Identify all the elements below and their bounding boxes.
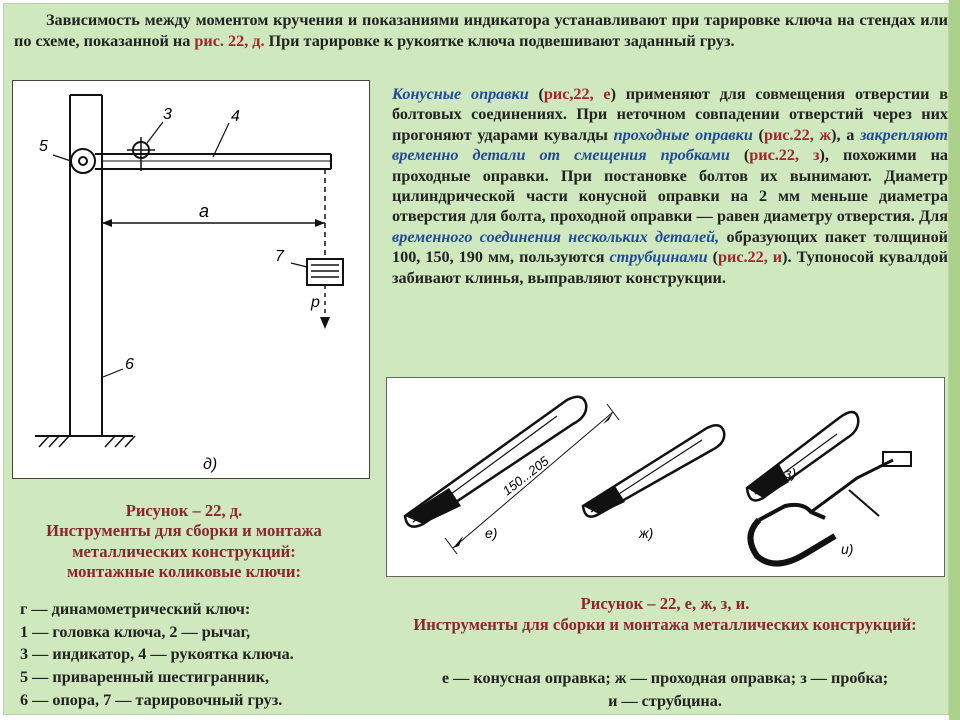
legend-item: г — динамометрический ключ:: [20, 600, 251, 618]
intro-paragraph: Зависимость между моментом кручения и показаниями индикатора устанавливают при тарировке ключа на стендах или по схеме, показанной на рис. 22, д. При тарировке к рукоятке ключа подвешивают заданный груз.: [14, 11, 948, 50]
figure-22d-torque-wrench-scheme: [12, 80, 370, 479]
figure-22e-legend: е — конусная оправка; ж — проходная оправка; з — пробка; и — струбцина.: [441, 669, 889, 710]
label-3: 3: [163, 106, 172, 123]
label-5: 5: [39, 138, 48, 155]
term-temporary-joint: временного соединения нескольких деталей,: [392, 227, 720, 246]
label-i: и): [841, 541, 854, 557]
label-a: a: [199, 201, 210, 221]
legend-item: 5 — приваренный шестигранник,: [20, 668, 270, 687]
dimension-label: 150...205: [499, 453, 552, 499]
label-7: 7: [275, 248, 284, 265]
label-6: 6: [125, 356, 134, 373]
legend-item: 1 — головка ключа, 2 — рычаг,: [20, 622, 251, 641]
label-p: p: [311, 294, 320, 311]
content-panel: [3, 3, 949, 715]
label-e: е): [485, 525, 498, 541]
label-z: з): [785, 465, 797, 481]
figure-ref-22d: рис. 22, д.: [194, 31, 265, 50]
tools-drawing: [387, 378, 944, 576]
side-accent-bar: [949, 0, 960, 720]
figure-22e-caption: Рисунок – 22, е, ж, з, и. Инструменты для сборки и монтажа металлических конструкций:: [413, 594, 917, 634]
figure-22e-tools: [386, 377, 945, 577]
term-conical-mandrels: Конусные оправки: [392, 85, 529, 103]
term-plugs: закрепляют временно детали от смещения пробками: [392, 125, 949, 165]
label-4: 4: [231, 108, 240, 125]
figure-22d-caption: Рисунок – 22, д. Инструменты для сборки и монтажа металлических конструкций: монтажные коликовые ключи:: [46, 501, 322, 581]
legend-item: 6 — опора, 7 — тарировочный груз.: [20, 690, 283, 709]
torque-wrench-drawing: [13, 81, 369, 478]
label-zh: ж): [639, 525, 654, 541]
term-through-mandrels: проходные оправки: [613, 125, 753, 144]
label-d: д): [203, 456, 218, 473]
legend-item: 3 — индикатор, 4 — рукоятка ключа.: [20, 645, 294, 664]
figure-22d-legend: [20, 598, 370, 712]
mandrels-paragraph: Конусные оправки (рис,22, е) применяют для совмещения отверстии в болтовых соединениях. При неточном совпадении отверстий через них прогоняют ударами кувалды проходные оправки (рис.22, ж), а закрепляют временно детали от смещения пробками (рис.22, з), похожими на проходные оправки. При постановке болтов их вынимают. Диаметр цилиндрической части конусной оправки на 2 мм меньше диаметра отверстия для болта, проходной оправки — равен диаметру отверстия. Для временного соединения нескольких деталей, образующих пакет толщиной 100, 150, 190 мм, пользуются струбцинами (рис.22, и). Тупоносой кувалдой забивают клинья, выправляют конструкции.: [392, 85, 949, 287]
term-clamps: струбцинами: [609, 248, 708, 267]
